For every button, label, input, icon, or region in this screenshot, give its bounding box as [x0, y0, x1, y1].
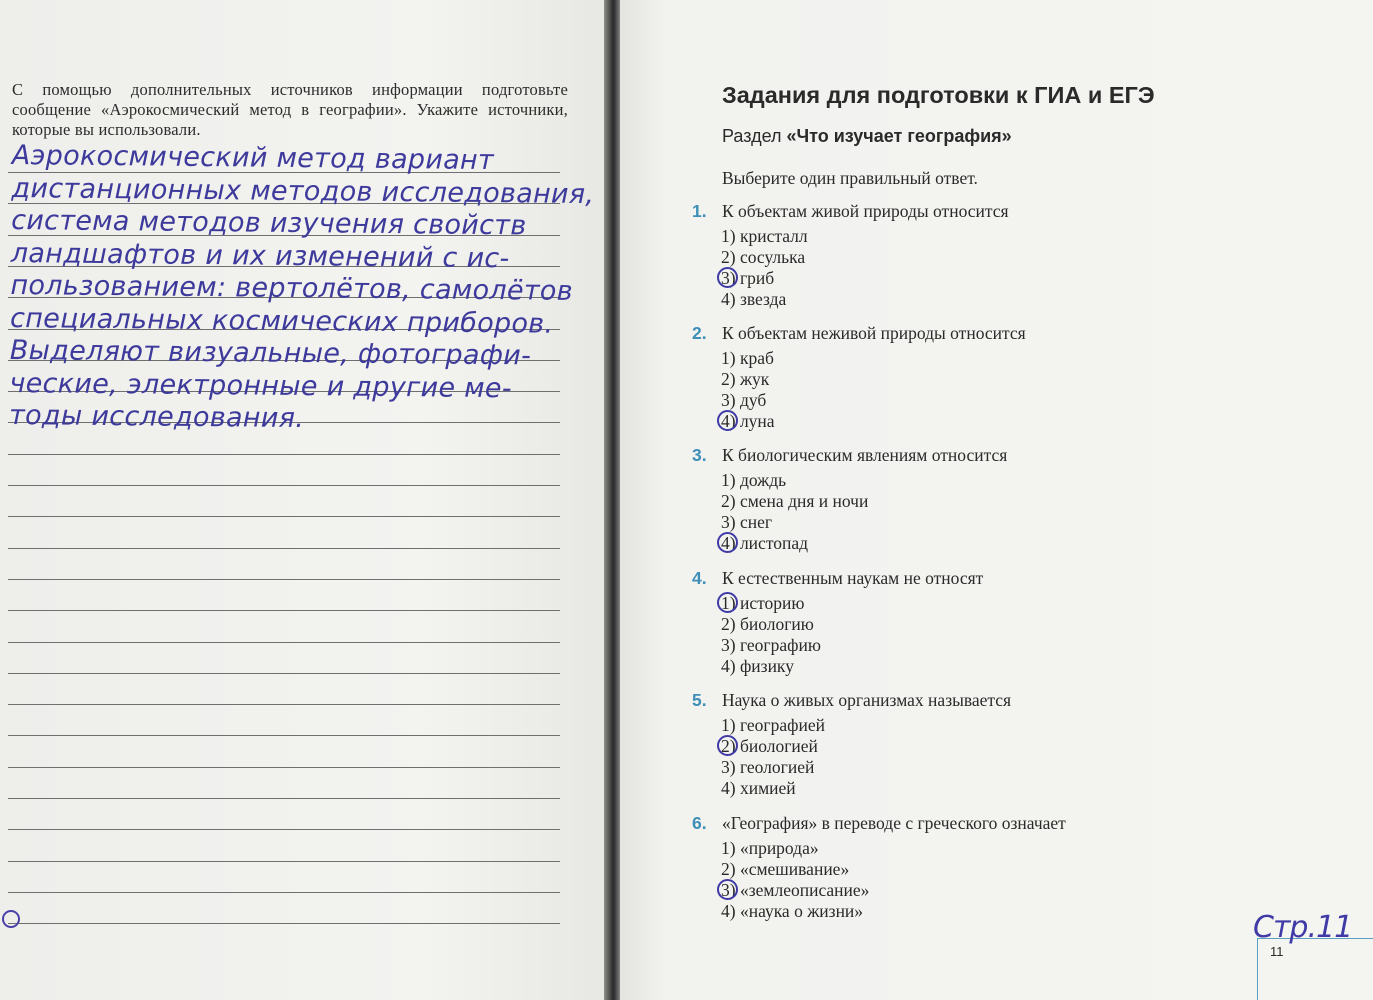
- answer-option: [721, 226, 1292, 247]
- left-page: [0, 0, 608, 1000]
- answer-option-label: 1) дождь: [721, 470, 787, 490]
- ruled-line: [8, 485, 560, 486]
- question-number: 5.: [692, 690, 707, 710]
- answer-option-label: 3) снег: [721, 512, 773, 532]
- answer-option: [721, 880, 1292, 901]
- answer-option: [721, 491, 1292, 512]
- ruled-line: [8, 767, 560, 768]
- handwritten-line: дистанционных методов исследования,: [11, 172, 595, 210]
- question-number: 4.: [692, 568, 707, 588]
- answer-option: [721, 512, 1292, 533]
- answer-option: [721, 736, 1292, 757]
- answer-option-label: 1) «природа»: [721, 838, 819, 858]
- section-name: «Что изучает география»: [786, 126, 1012, 146]
- answer-option-label: 2) смена дня и ночи: [721, 491, 869, 511]
- answer-option-label: 2) биологию: [721, 614, 814, 634]
- handwritten-line: специальных космических приборов.: [9, 302, 554, 340]
- handwritten-line: Аэрокосмический метод вариант: [11, 140, 495, 177]
- answer-option-label: 3) географию: [721, 635, 821, 655]
- handwritten-answer: [8, 140, 595, 439]
- answer-option-label: 3) «землеописание»: [721, 880, 870, 900]
- question-item: [692, 200, 1292, 310]
- answer-option: [721, 901, 1292, 922]
- answer-option-label: 4) луна: [721, 411, 775, 431]
- handwritten-page-stamp: Стр.11: [1253, 910, 1353, 945]
- ruled-line: [8, 610, 560, 611]
- ruled-line: [8, 548, 560, 549]
- ruled-line: [8, 454, 560, 455]
- answer-option: [721, 593, 1292, 614]
- answer-option-label: 2) биологией: [721, 736, 818, 756]
- answer-option-label: 4) звезда: [721, 289, 787, 309]
- answer-option: [721, 757, 1292, 778]
- answer-option: [721, 715, 1292, 736]
- answer-option-label: 4) листопад: [721, 533, 809, 553]
- question-number: 1.: [692, 201, 707, 221]
- page-number: 11: [1270, 944, 1284, 959]
- answer-option: [721, 369, 1292, 390]
- question-item: [692, 689, 1292, 799]
- question-header: [692, 689, 1292, 711]
- answer-option: [721, 411, 1292, 432]
- question-number: 6.: [692, 813, 707, 833]
- right-page: [620, 0, 1373, 1000]
- answer-option-label: 3) геологией: [721, 757, 815, 777]
- handwritten-line: Выделяют визуальные, фотографи-: [9, 334, 532, 372]
- ruled-line: [8, 892, 560, 893]
- question-text: К естественным наукам не относят: [722, 568, 984, 588]
- choose-instruction: Выберите один правильный ответ.: [722, 168, 978, 188]
- answer-option: [721, 635, 1292, 656]
- answer-option-label: 3) гриб: [721, 268, 775, 288]
- ruled-line: [8, 704, 560, 705]
- answer-option-label: 4) химией: [721, 778, 796, 798]
- ruled-line: [8, 642, 560, 643]
- question-header: [692, 322, 1292, 344]
- question-item: [692, 567, 1292, 677]
- answer-option: [721, 247, 1292, 268]
- section-prefix: Раздел: [722, 126, 787, 146]
- selected-answer-circle: [717, 592, 738, 613]
- question-number: 3.: [692, 445, 707, 465]
- ruled-line: [8, 798, 560, 799]
- pen-circle-mark: [2, 910, 20, 928]
- answer-option-label: 1) географией: [721, 715, 825, 735]
- answer-option: [721, 859, 1292, 880]
- handwritten-line: ландшафтов и их изменений с ис-: [10, 237, 510, 274]
- ruled-line: [8, 673, 560, 674]
- answer-option: [721, 289, 1292, 310]
- question-text: К объектам живой природы относится: [722, 201, 1009, 221]
- answer-option-label: 1) кристалл: [721, 226, 808, 246]
- selected-answer-circle: [717, 410, 738, 431]
- answer-option: [721, 470, 1292, 491]
- ruled-line: [8, 861, 560, 862]
- section-heading: [722, 126, 1012, 147]
- question-item: [692, 322, 1292, 432]
- question-item: [692, 812, 1292, 922]
- answer-option-label: 2) сосулька: [721, 247, 806, 267]
- answer-option: [721, 390, 1292, 411]
- answer-option: [721, 533, 1292, 554]
- handwritten-line: система методов изучения свойств: [10, 204, 527, 242]
- answer-option: [721, 656, 1292, 677]
- selected-answer-circle: [717, 267, 738, 288]
- question-header: [692, 444, 1292, 466]
- ruled-line: [8, 579, 560, 580]
- ruled-line: [8, 735, 560, 736]
- answer-option-label: 1) краб: [721, 348, 774, 368]
- ruled-line: [8, 516, 560, 517]
- answer-option-label: 2) «смешивание»: [721, 859, 850, 879]
- question-header: [692, 567, 1292, 589]
- handwritten-line: пользованием: вертолётов, самолётов: [10, 269, 574, 307]
- task-instructions: С помощью дополнительных источников информации подготовьте сообщение «Аэрокосмический метод в географии». Укажите источники, которые вы использовали.: [12, 80, 568, 139]
- answer-option-label: 2) жук: [721, 369, 770, 389]
- question-number: 2.: [692, 323, 707, 343]
- handwritten-line: ческие, электронные и другие ме-: [9, 367, 512, 404]
- question-header: [692, 200, 1292, 222]
- ruled-line: [8, 829, 560, 830]
- answer-option: [721, 348, 1292, 369]
- selected-answer-circle: [717, 879, 738, 900]
- selected-answer-circle: [717, 735, 738, 756]
- handwritten-line: тоды исследования.: [8, 399, 305, 435]
- answer-option: [721, 268, 1292, 289]
- answer-option: [721, 614, 1292, 635]
- answer-option: [721, 778, 1292, 799]
- question-text: К биологическим явлениям относится: [722, 445, 1008, 465]
- selected-answer-circle: [717, 532, 738, 553]
- answer-option-label: 1) историю: [721, 593, 805, 613]
- page-title: Задания для подготовки к ГИА и ЕГЭ: [722, 82, 1155, 108]
- ruled-line: [8, 923, 560, 924]
- answer-option: [721, 838, 1292, 859]
- question-text: К объектам неживой природы относится: [722, 323, 1026, 343]
- question-header: [692, 812, 1292, 834]
- answer-option-label: 3) дуб: [721, 390, 767, 410]
- question-text: Наука о живых организмах называется: [722, 690, 1012, 710]
- answer-option-label: 4) физику: [721, 656, 794, 676]
- question-text: «География» в переводе с греческого означает: [722, 813, 1066, 833]
- question-item: [692, 444, 1292, 554]
- answer-option-label: 4) «наука о жизни»: [721, 901, 864, 921]
